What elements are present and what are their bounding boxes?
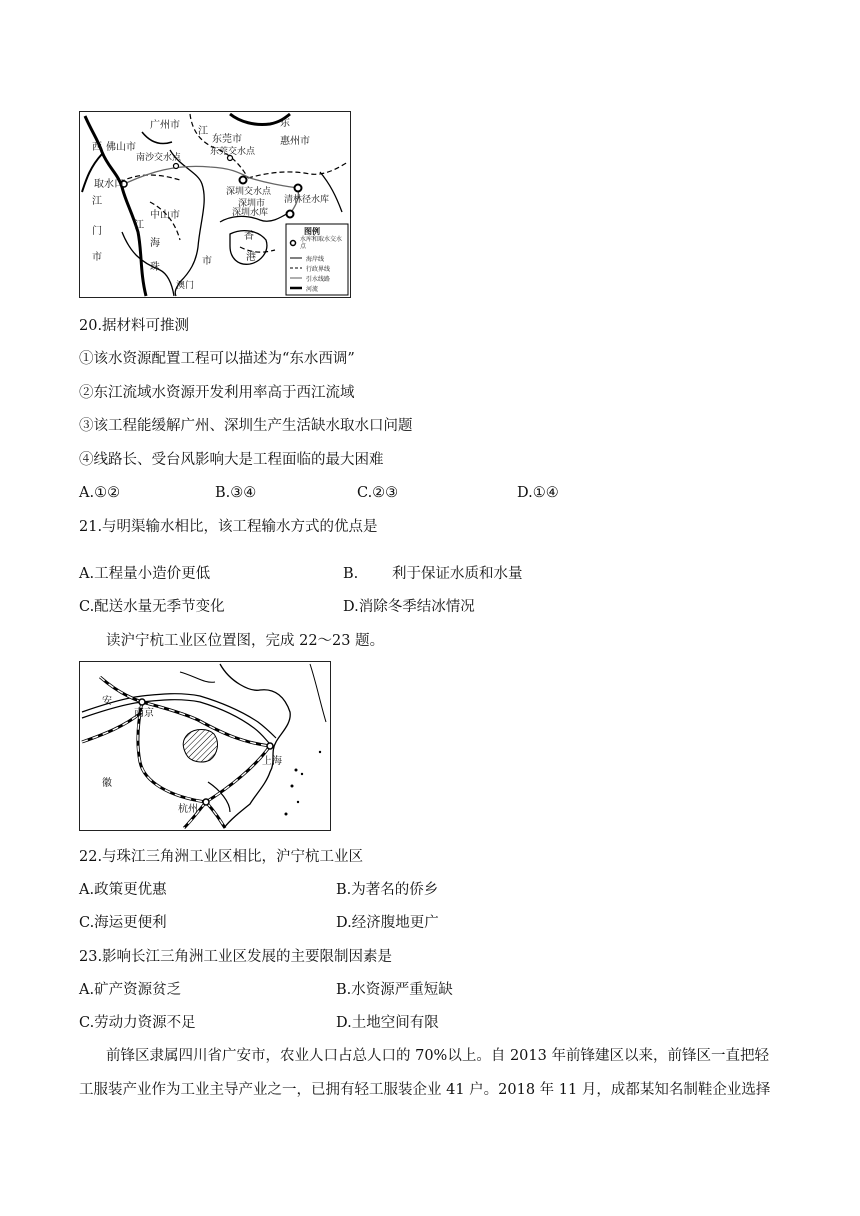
island-dot [297,801,299,803]
shanghai-point [267,743,273,749]
label-shenzhen: 深圳市 [238,199,266,209]
label-dongguan-point: 东莞交水点 [210,147,256,157]
shenzhen-reservoir-point [287,211,294,218]
label-nanjing: 南京 [134,708,154,719]
label-men: 门 [92,226,102,237]
label-hangzhou: 杭州 [178,804,198,815]
map2-intro: 读沪宁杭工业区位置图，完成 22～23 题。 [106,633,385,649]
q22-option-d: D.经济腹地更广 [336,915,439,931]
island-dot [291,785,294,788]
hu-ning-hang-map [79,661,331,831]
label-zhongshan: 中山市 [150,210,180,221]
label-qushuikou: 取水口 [94,179,124,190]
q20-stem: 20.据材料可推测 [79,318,190,334]
label-zhu: 珠 [150,262,160,273]
q21-option-b-text: 利于保证水质和水量 [392,566,523,582]
legend-item-river: 河流 [306,286,319,293]
nansha-point [174,164,179,169]
label-hai: 海 [150,238,160,249]
hangzhou-point [203,799,209,805]
label-jiang-3: 江 [134,220,144,231]
label-qinglin: 清林径水库 [284,195,330,205]
coast-ne [310,664,326,722]
legend-point-icon [291,241,296,246]
hu-ning-hang-map-svg [80,662,330,830]
paragraph-line-1: 前锋区隶属四川省广安市，农业人口占总人口的 70%以上。自 2013 年前锋建区以来，前锋区一直把轻 [106,1048,769,1064]
legend-item-diversion: 引水线路 [306,276,331,283]
paragraph-line-2: 工服装产业作为工业主导产业之一，已拥有轻工服装企业 41 户。2018 年 11 月，成都某知名制鞋企业选择 [79,1082,771,1098]
label-huizhou: 惠州市 [280,136,310,147]
legend-item-coast: 海岸线 [306,256,325,263]
island-dot [295,769,298,772]
river-north [180,672,215,682]
label-aomen: 澳门 [176,281,195,291]
q23-stem: 23.影响长江三角洲工业区发展的主要限制因素是 [79,949,393,965]
q20-option-a: A.①② [79,485,121,501]
q23-option-c: C.劳动力资源不足 [79,1015,196,1031]
label-gang: 港 [246,252,256,263]
coastline [220,664,290,828]
island-dot [301,773,303,775]
q20-option-c: C.②③ [357,485,399,501]
label-dongguan: 东莞市 [212,134,242,145]
taihu-lake [183,730,217,763]
label-jiang-2: 江 [92,196,102,207]
q20-statement-1: ①该水资源配置工程可以描述为“东水西调” [79,351,355,367]
label-dong: 东 [280,118,290,129]
label-jiang-1: 江 [198,126,208,137]
railway-huhang-dash [206,746,270,802]
coastline-west-bank [122,232,174,296]
island-dot [319,751,321,753]
q22-option-c: C.海运更便利 [79,915,167,931]
shenzhen-point [240,177,247,184]
qinglin-reservoir-point [295,185,302,192]
q23-option-b: B.水资源严重短缺 [336,982,453,998]
boundary-line-2 [248,162,348,178]
label-guangzhou: 广州市 [150,120,180,131]
label-shenzhen-point: 深圳交水点 [226,187,272,197]
q21-option-a: A.工程量小造价更低 [79,566,211,582]
q21-option-d: D.消除冬季结冰情况 [343,599,475,615]
river-north-line [142,132,172,144]
q20-statement-3: ③该工程能缓解广州、深圳生产生活缺水取水口问题 [79,418,413,434]
q22-stem: 22.与珠江三角洲工业区相比，沪宁杭工业区 [79,849,364,865]
label-an: 安 [102,696,112,707]
label-xi: 西 [92,142,102,153]
label-hui: 徽 [102,778,112,789]
q23-option-d: D.土地空间有限 [336,1015,439,1031]
label-shi-2: 市 [202,256,212,267]
boundary-line-3 [120,175,180,182]
q20-option-d: D.①④ [517,485,559,501]
legend-item-point: 水库和取水交水点 [300,236,343,250]
q21-stem: 21.与明渠输水相比，该工程输水方式的优点是 [79,519,378,535]
railway-huhang [206,746,270,802]
legend-item-boundary: 行政界线 [306,266,331,273]
q20-statement-2: ②东江流域水资源开发利用率高于西江流域 [79,385,355,401]
label-shi-1: 市 [92,252,102,263]
q21-option-b-letter: B. [343,566,359,582]
q22-option-b: B.为著名的侨乡 [336,882,439,898]
q20-statement-4: ④线路长、受台风影响大是工程面临的最大困难 [79,452,384,468]
q23-option-a: A.矿产资源贫乏 [79,982,182,998]
q22-option-a: A.政策更优惠 [79,882,167,898]
label-foshan: 佛山市 [106,142,136,153]
island-dot [285,813,288,816]
q21-option-c: C.配送水量无季节变化 [79,599,225,615]
pearl-river-map [79,111,351,298]
label-shanghai: 上海 [262,756,282,767]
label-shenzhen-reservoir: 深圳水库 [232,208,269,218]
railway-west [82,712,142,742]
q20-option-b: B.③④ [215,485,257,501]
label-xiang: 香 [244,231,254,242]
legend-title: 图例 [304,227,320,236]
label-nansha-point: 南沙交水点 [136,153,182,163]
coastline-east-bank [170,150,204,296]
